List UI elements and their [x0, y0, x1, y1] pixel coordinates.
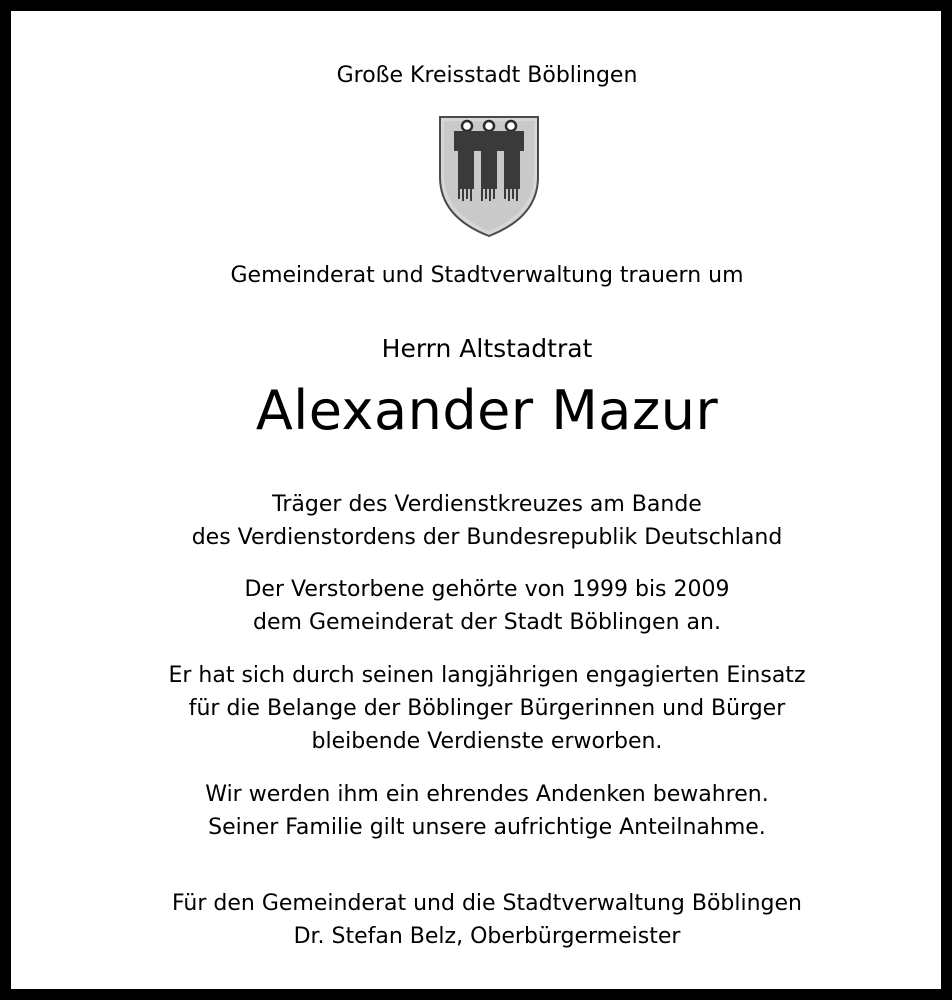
signature-line-1: Für den Gemeinderat und die Stadtverwaltung Böblingen: [171, 891, 803, 916]
coat-of-arms-icon: [436, 113, 542, 239]
award-line-2: des Verdienstordens der Bundesrepublik Deutschland: [191, 525, 783, 550]
council-line-1: Der Verstorbene gehörte von 1999 bis 2009: [244, 577, 730, 602]
closing-line-1: Wir werden ihm ein ehrendes Andenken bewahren.: [205, 782, 769, 807]
merit-line-1: Er hat sich durch seinen langjährigen engagierten Einsatz: [168, 663, 806, 688]
merit-line-2: für die Belange der Böblinger Bürgerinnen und Bürger: [188, 696, 786, 721]
honorific-title: Herrn Altstadtrat: [381, 334, 593, 363]
city-name: Große Kreisstadt Böblingen: [336, 63, 638, 88]
closing-line-2: Seiner Familie gilt unsere aufrichtige Anteilnahme.: [208, 815, 766, 840]
award-line-1: Träger des Verdienstkreuzes am Bande: [272, 492, 702, 517]
mourning-intro: Gemeinderat und Stadtverwaltung trauern um: [230, 263, 744, 288]
merit-line-3: bleibende Verdienste erworben.: [311, 729, 663, 754]
deceased-name: Alexander Mazur: [255, 379, 719, 442]
council-line-2: dem Gemeinderat der Stadt Böblingen an.: [253, 610, 721, 635]
signature-line-2: Dr. Stefan Belz, Oberbürgermeister: [293, 924, 681, 949]
